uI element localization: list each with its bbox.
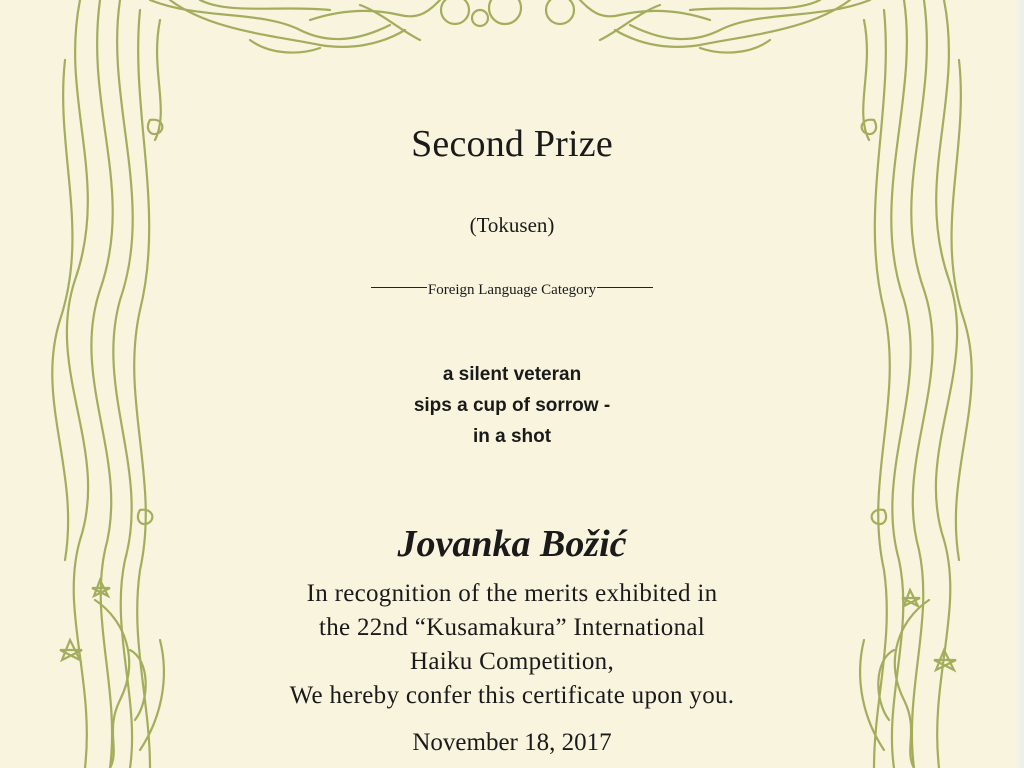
rule-right bbox=[597, 287, 653, 288]
haiku-line: a silent veteran bbox=[442, 364, 582, 385]
rule-left bbox=[371, 287, 427, 288]
haiku bbox=[0, 359, 1024, 452]
recipient-name: Jovanka Božić bbox=[397, 523, 627, 565]
award-title: Second Prize bbox=[411, 123, 613, 165]
recognition-text bbox=[0, 577, 1024, 713]
award-date: November 18, 2017 bbox=[412, 729, 612, 756]
recognition-line: Haiku Competition, bbox=[410, 648, 614, 675]
recognition-line: In recognition of the merits exhibited in bbox=[306, 580, 718, 607]
category-line bbox=[0, 282, 1024, 299]
category-label: Foreign Language Category bbox=[427, 282, 597, 298]
award-subtitle: (Tokusen) bbox=[469, 213, 555, 237]
phoenix-ornament-left bbox=[150, 0, 521, 53]
phoenix-ornament-right bbox=[546, 0, 870, 53]
haiku-line: sips a cup of sorrow - bbox=[413, 395, 611, 416]
haiku-line: in a shot bbox=[472, 426, 552, 447]
recognition-line: We hereby confer this certificate upon you. bbox=[289, 682, 735, 709]
recognition-line: the 22nd “Kusamakura” International bbox=[318, 614, 706, 641]
